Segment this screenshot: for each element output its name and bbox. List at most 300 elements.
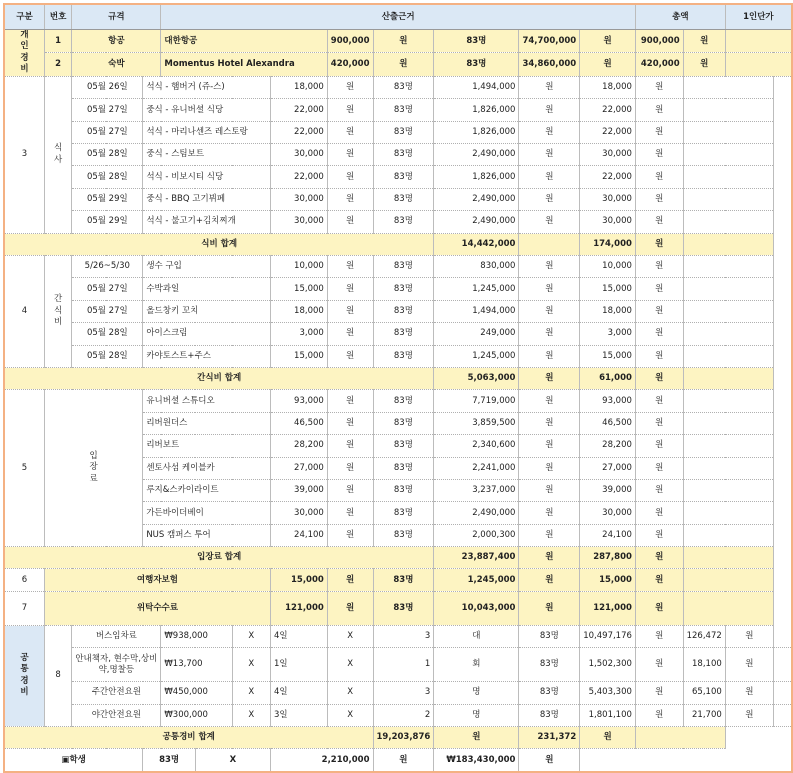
multiply-label: X (327, 704, 373, 726)
admission-qty: 83명 (373, 412, 434, 434)
common-days: 4일 (270, 682, 327, 704)
spacer (683, 211, 773, 233)
won-label: 원 (327, 524, 373, 546)
spacer (635, 727, 725, 749)
admission-item: 유니버셜 스튜디오 (143, 390, 271, 412)
common-row (4, 648, 792, 682)
admission-per: 24,100 (580, 524, 636, 546)
won-label: 원 (327, 390, 373, 412)
spacer (683, 367, 773, 389)
won-label: 원 (519, 367, 580, 389)
common-row (4, 625, 792, 647)
snack-amount: 1,494,000 (434, 300, 519, 322)
snack-date: 05월 28일 (72, 345, 143, 367)
grand-label: ▣학생 (4, 749, 143, 772)
won-label: 원 (519, 166, 580, 188)
admission-unit: 27,000 (270, 457, 327, 479)
won-label: 원 (580, 727, 636, 749)
snacks-total-amount: 5,063,000 (434, 367, 519, 389)
spacer (519, 233, 580, 255)
won-label: 원 (519, 591, 580, 625)
spacer (773, 704, 792, 726)
won-label: 원 (519, 121, 580, 143)
common-price: ₩450,000 (161, 682, 232, 704)
meal-item: 석식 - 햄버거 (쥬-스) (143, 76, 271, 98)
meal-per: 22,000 (580, 121, 636, 143)
won-label: 원 (519, 569, 580, 591)
spacer (683, 412, 773, 434)
admission-per: 27,000 (580, 457, 636, 479)
snack-unit: 18,000 (270, 300, 327, 322)
won-label: 원 (635, 345, 683, 367)
meals-total-row (4, 233, 792, 255)
spacer (683, 435, 773, 457)
won-label: 원 (635, 188, 683, 210)
agency-qty: 83명 (373, 591, 434, 625)
spacer (683, 76, 773, 98)
lodging-qty: 83명 (434, 53, 519, 76)
common-amount: 1,502,300 (580, 648, 636, 682)
spacer (773, 648, 792, 682)
meal-category (44, 76, 71, 233)
admission-qty: 83명 (373, 457, 434, 479)
meal-amount: 2,490,000 (434, 188, 519, 210)
won-label: 원 (519, 300, 580, 322)
won-label: 원 (519, 323, 580, 345)
airfare-amount: 74,700,000 (519, 30, 580, 53)
lodging-unit: 420,000 (327, 53, 373, 76)
admission-amount: 2,000,300 (434, 524, 519, 546)
meal-row (4, 76, 792, 98)
common-price: ₩13,700 (161, 648, 232, 682)
spacer (683, 457, 773, 479)
common-num: 8 (44, 625, 71, 726)
won-label: 원 (327, 144, 373, 166)
won-label: 원 (327, 569, 373, 591)
won-label: 원 (635, 479, 683, 501)
insurance-qty: 83명 (373, 569, 434, 591)
won-label: 원 (635, 300, 683, 322)
won-label: 원 (683, 53, 725, 76)
admission-qty: 83명 (373, 479, 434, 501)
common-total-row (4, 727, 792, 749)
meal-qty: 83명 (373, 166, 434, 188)
spacer (683, 591, 773, 625)
grand-amount: ₩183,430,000 (434, 749, 519, 772)
spacer (683, 256, 773, 278)
admission-per: 30,000 (580, 502, 636, 524)
meal-item: 석식 - 마리나센즈 레스토랑 (143, 121, 271, 143)
common-item: 버스임차료 (72, 625, 161, 647)
won-label: 원 (635, 524, 683, 546)
won-label: 원 (635, 390, 683, 412)
won-label: 원 (373, 53, 434, 76)
airfare-unit: 900,000 (327, 30, 373, 53)
admission-row (4, 390, 792, 412)
won-label: 원 (635, 502, 683, 524)
admission-unit: 39,000 (270, 479, 327, 501)
won-label: 원 (635, 323, 683, 345)
agency-amount: 10,043,000 (434, 591, 519, 625)
common-row (4, 704, 792, 726)
admissions-num: 5 (4, 390, 44, 547)
won-label: 원 (327, 166, 373, 188)
meal-date: 05월 26일 (72, 76, 143, 98)
spacer (683, 300, 773, 322)
admission-item: NUS 캠퍼스 투어 (143, 524, 271, 546)
snack-item: 수박과일 (143, 278, 271, 300)
won-label: 원 (519, 144, 580, 166)
won-label: 원 (373, 749, 434, 772)
common-per: 21,700 (683, 704, 725, 726)
meal-amount: 1,826,000 (434, 166, 519, 188)
spacer (683, 345, 773, 367)
meal-row (4, 121, 792, 143)
won-label: 원 (327, 479, 373, 501)
admission-amount: 2,241,000 (434, 457, 519, 479)
common-qty: 83명 (519, 648, 580, 682)
spacer (683, 233, 773, 255)
lodging-amount: 34,860,000 (519, 53, 580, 76)
airfare-num: 1 (44, 30, 71, 53)
header-row (4, 4, 792, 30)
snack-unit: 3,000 (270, 323, 327, 345)
snack-category-label: 간식비 (54, 294, 63, 328)
won-label: 원 (635, 99, 683, 121)
meal-date: 05월 28일 (72, 166, 143, 188)
common-unit: 명 (434, 682, 519, 704)
common-unit: 명 (434, 704, 519, 726)
admission-amount: 2,490,000 (434, 502, 519, 524)
meal-per: 22,000 (580, 166, 636, 188)
meal-item: 석식 - 불고기+김치찌개 (143, 211, 271, 233)
snack-item: 아이스크림 (143, 323, 271, 345)
meal-item: 중식 - 유니버셜 식당 (143, 99, 271, 121)
col-spec: 규격 (72, 4, 161, 30)
spacer (725, 53, 792, 76)
won-label: 원 (635, 121, 683, 143)
admission-amount: 7,719,000 (434, 390, 519, 412)
meal-amount: 2,490,000 (434, 211, 519, 233)
insurance-per: 15,000 (580, 569, 636, 591)
won-label: 원 (327, 188, 373, 210)
multiply-label: X (195, 749, 270, 772)
won-label: 원 (635, 682, 683, 704)
won-label: 원 (519, 524, 580, 546)
snack-item: 생수 구입 (143, 256, 271, 278)
won-label: 원 (327, 591, 373, 625)
admissions-total-label: 입장료 합계 (4, 547, 434, 569)
meal-per: 30,000 (580, 211, 636, 233)
admissions-total-row (4, 547, 792, 569)
won-label: 원 (327, 76, 373, 98)
admission-per: 28,200 (580, 435, 636, 457)
won-label: 원 (635, 457, 683, 479)
won-label: 원 (327, 502, 373, 524)
col-basis: 산출근거 (161, 4, 636, 30)
spacer (725, 30, 792, 53)
spacer (580, 749, 792, 772)
meal-unit: 22,000 (270, 166, 327, 188)
won-label: 원 (635, 569, 683, 591)
meal-date: 05월 28일 (72, 144, 143, 166)
meals-total-per: 174,000 (580, 233, 636, 255)
snack-date: 05월 27일 (72, 278, 143, 300)
meal-per: 30,000 (580, 144, 636, 166)
snack-date: 05월 28일 (72, 323, 143, 345)
won-label: 원 (683, 30, 725, 53)
meal-per: 18,000 (580, 76, 636, 98)
common-unit: 회 (434, 648, 519, 682)
spacer (683, 524, 773, 546)
spacer (683, 479, 773, 501)
won-label: 원 (635, 76, 683, 98)
won-label: 원 (327, 300, 373, 322)
common-per: 126,472 (683, 625, 725, 647)
multiply-label: X (232, 625, 270, 647)
spacer (683, 99, 773, 121)
snack-unit: 15,000 (270, 345, 327, 367)
snacks-total-label: 간식비 합계 (4, 367, 434, 389)
snack-row (4, 323, 792, 345)
admission-unit: 93,000 (270, 390, 327, 412)
common-qty: 83명 (519, 625, 580, 647)
admission-category (44, 390, 142, 547)
meal-date: 05월 29일 (72, 211, 143, 233)
col-num: 번호 (44, 4, 71, 30)
snack-date: 05월 27일 (72, 300, 143, 322)
grand-qty: 83명 (143, 749, 196, 772)
row-airfare (4, 30, 792, 53)
row-lodging (4, 53, 792, 76)
spacer (683, 144, 773, 166)
won-label: 원 (327, 345, 373, 367)
meal-category-label: 식사 (54, 143, 63, 165)
meal-item: 중식 - 스팀보트 (143, 144, 271, 166)
won-label: 원 (635, 547, 683, 569)
admission-unit: 24,100 (270, 524, 327, 546)
agency-per: 121,000 (580, 591, 636, 625)
admission-qty: 83명 (373, 502, 434, 524)
meal-qty: 83명 (373, 188, 434, 210)
common-per: 65,100 (683, 682, 725, 704)
admissions-total-per: 287,800 (580, 547, 636, 569)
meal-unit: 22,000 (270, 99, 327, 121)
row-insurance (4, 569, 792, 591)
won-label: 원 (519, 547, 580, 569)
agency-item: 위탁수수료 (44, 591, 270, 625)
admission-amount: 3,237,000 (434, 479, 519, 501)
admission-amount: 3,859,500 (434, 412, 519, 434)
airfare-qty: 83명 (434, 30, 519, 53)
common-price: ₩938,000 (161, 625, 232, 647)
multiply-label: X (232, 682, 270, 704)
admission-item: 센토사섬 케이블카 (143, 457, 271, 479)
common-unit: 대 (434, 625, 519, 647)
snack-per: 15,000 (580, 345, 636, 367)
meal-per: 22,000 (580, 99, 636, 121)
meal-qty: 83명 (373, 121, 434, 143)
agency-unit: 121,000 (270, 591, 327, 625)
common-item: 주간안전요원 (72, 682, 161, 704)
airfare-per: 900,000 (635, 30, 683, 53)
admission-item: 리버원더스 (143, 412, 271, 434)
admission-amount: 2,340,600 (434, 435, 519, 457)
common-count: 3 (373, 682, 434, 704)
spacer (683, 547, 773, 569)
agency-num: 7 (4, 591, 44, 625)
snack-row (4, 278, 792, 300)
meal-unit: 18,000 (270, 76, 327, 98)
common-qty: 83명 (519, 704, 580, 726)
won-label: 원 (373, 30, 434, 53)
meal-qty: 83명 (373, 76, 434, 98)
won-label: 원 (635, 278, 683, 300)
won-label: 원 (327, 457, 373, 479)
meal-row (4, 99, 792, 121)
snack-category (44, 256, 71, 368)
lodging-per: 420,000 (635, 53, 683, 76)
meal-qty: 83명 (373, 144, 434, 166)
col-amount: 총액 (635, 4, 725, 30)
insurance-amount: 1,245,000 (434, 569, 519, 591)
common-qty: 83명 (519, 682, 580, 704)
snack-amount: 1,245,000 (434, 345, 519, 367)
admission-unit: 46,500 (270, 412, 327, 434)
snack-amount: 1,245,000 (434, 278, 519, 300)
won-label: 원 (580, 30, 636, 53)
section-common-label: 공통경비 (20, 653, 29, 698)
common-count: 1 (373, 648, 434, 682)
multiply-label: X (327, 648, 373, 682)
common-item: 안내책자, 현수막,상비약,명찰등 (72, 648, 161, 682)
admission-qty: 83명 (373, 390, 434, 412)
lodging-item: Momentus Hotel Alexandra (161, 53, 327, 76)
snacks-total-per: 61,000 (580, 367, 636, 389)
won-label: 원 (635, 367, 683, 389)
admission-qty: 83명 (373, 524, 434, 546)
snack-qty: 83명 (373, 323, 434, 345)
spacer (773, 682, 792, 704)
common-days: 3일 (270, 704, 327, 726)
multiply-label: X (232, 648, 270, 682)
multiply-label: X (327, 625, 373, 647)
spacer (683, 188, 773, 210)
won-label: 원 (725, 648, 773, 682)
admissions-total-amount: 23,887,400 (434, 547, 519, 569)
meal-qty: 83명 (373, 211, 434, 233)
won-label: 원 (327, 278, 373, 300)
snack-per: 10,000 (580, 256, 636, 278)
won-label: 원 (327, 435, 373, 457)
won-label: 원 (519, 211, 580, 233)
snack-item: 카야토스트+주스 (143, 345, 271, 367)
section-common (4, 625, 44, 726)
common-amount: 1,801,100 (580, 704, 636, 726)
snack-unit: 15,000 (270, 278, 327, 300)
won-label: 원 (635, 256, 683, 278)
budget-table (3, 3, 793, 773)
won-label: 원 (580, 53, 636, 76)
spacer (683, 502, 773, 524)
airfare-spec: 항공 (72, 30, 161, 53)
spacer (773, 625, 792, 647)
admission-item: 루지&스카이라이트 (143, 479, 271, 501)
common-days: 4일 (270, 625, 327, 647)
admission-per: 46,500 (580, 412, 636, 434)
won-label: 원 (519, 749, 580, 772)
won-label: 원 (635, 144, 683, 166)
insurance-unit: 15,000 (270, 569, 327, 591)
col-per-person: 1인단가 (725, 4, 792, 30)
admission-per: 93,000 (580, 390, 636, 412)
snack-amount: 249,000 (434, 323, 519, 345)
meals-total-label: 식비 합계 (4, 233, 434, 255)
meal-date: 05월 29일 (72, 188, 143, 210)
snack-unit: 10,000 (270, 256, 327, 278)
meal-date: 05월 27일 (72, 99, 143, 121)
spacer (683, 278, 773, 300)
common-total-per: 231,372 (519, 727, 580, 749)
insurance-item: 여행자보험 (44, 569, 270, 591)
common-amount: 10,497,176 (580, 625, 636, 647)
multiply-label: X (232, 704, 270, 726)
snack-per: 3,000 (580, 323, 636, 345)
snack-per: 18,000 (580, 300, 636, 322)
meal-date: 05월 27일 (72, 121, 143, 143)
multiply-label: X (327, 682, 373, 704)
won-label: 원 (519, 457, 580, 479)
won-label: 원 (327, 99, 373, 121)
won-label: 원 (327, 121, 373, 143)
meal-amount: 1,826,000 (434, 99, 519, 121)
won-label: 원 (434, 727, 519, 749)
snack-qty: 83명 (373, 345, 434, 367)
meal-row (4, 188, 792, 210)
meals-total-amount: 14,442,000 (434, 233, 519, 255)
admission-unit: 30,000 (270, 502, 327, 524)
common-price: ₩300,000 (161, 704, 232, 726)
meal-unit: 30,000 (270, 188, 327, 210)
won-label: 원 (635, 435, 683, 457)
row-agency (4, 591, 792, 625)
won-label: 원 (519, 345, 580, 367)
snack-row (4, 345, 792, 367)
won-label: 원 (635, 648, 683, 682)
meals-num: 3 (4, 76, 44, 233)
admission-qty: 83명 (373, 435, 434, 457)
won-label: 원 (635, 412, 683, 434)
spacer (683, 569, 773, 591)
won-label: 원 (519, 479, 580, 501)
meal-unit: 30,000 (270, 211, 327, 233)
common-per: 18,100 (683, 648, 725, 682)
snack-item: 올드창키 꼬치 (143, 300, 271, 322)
common-count: 3 (373, 625, 434, 647)
spacer (683, 121, 773, 143)
won-label: 원 (519, 76, 580, 98)
admission-item: 리버보트 (143, 435, 271, 457)
won-label: 원 (635, 233, 683, 255)
snack-qty: 83명 (373, 278, 434, 300)
won-label: 원 (635, 625, 683, 647)
won-label: 원 (519, 256, 580, 278)
admission-category-label: 입장료 (89, 451, 98, 484)
won-label: 원 (327, 323, 373, 345)
spacer (683, 166, 773, 188)
lodging-num: 2 (44, 53, 71, 76)
grand-total-row (4, 749, 792, 772)
